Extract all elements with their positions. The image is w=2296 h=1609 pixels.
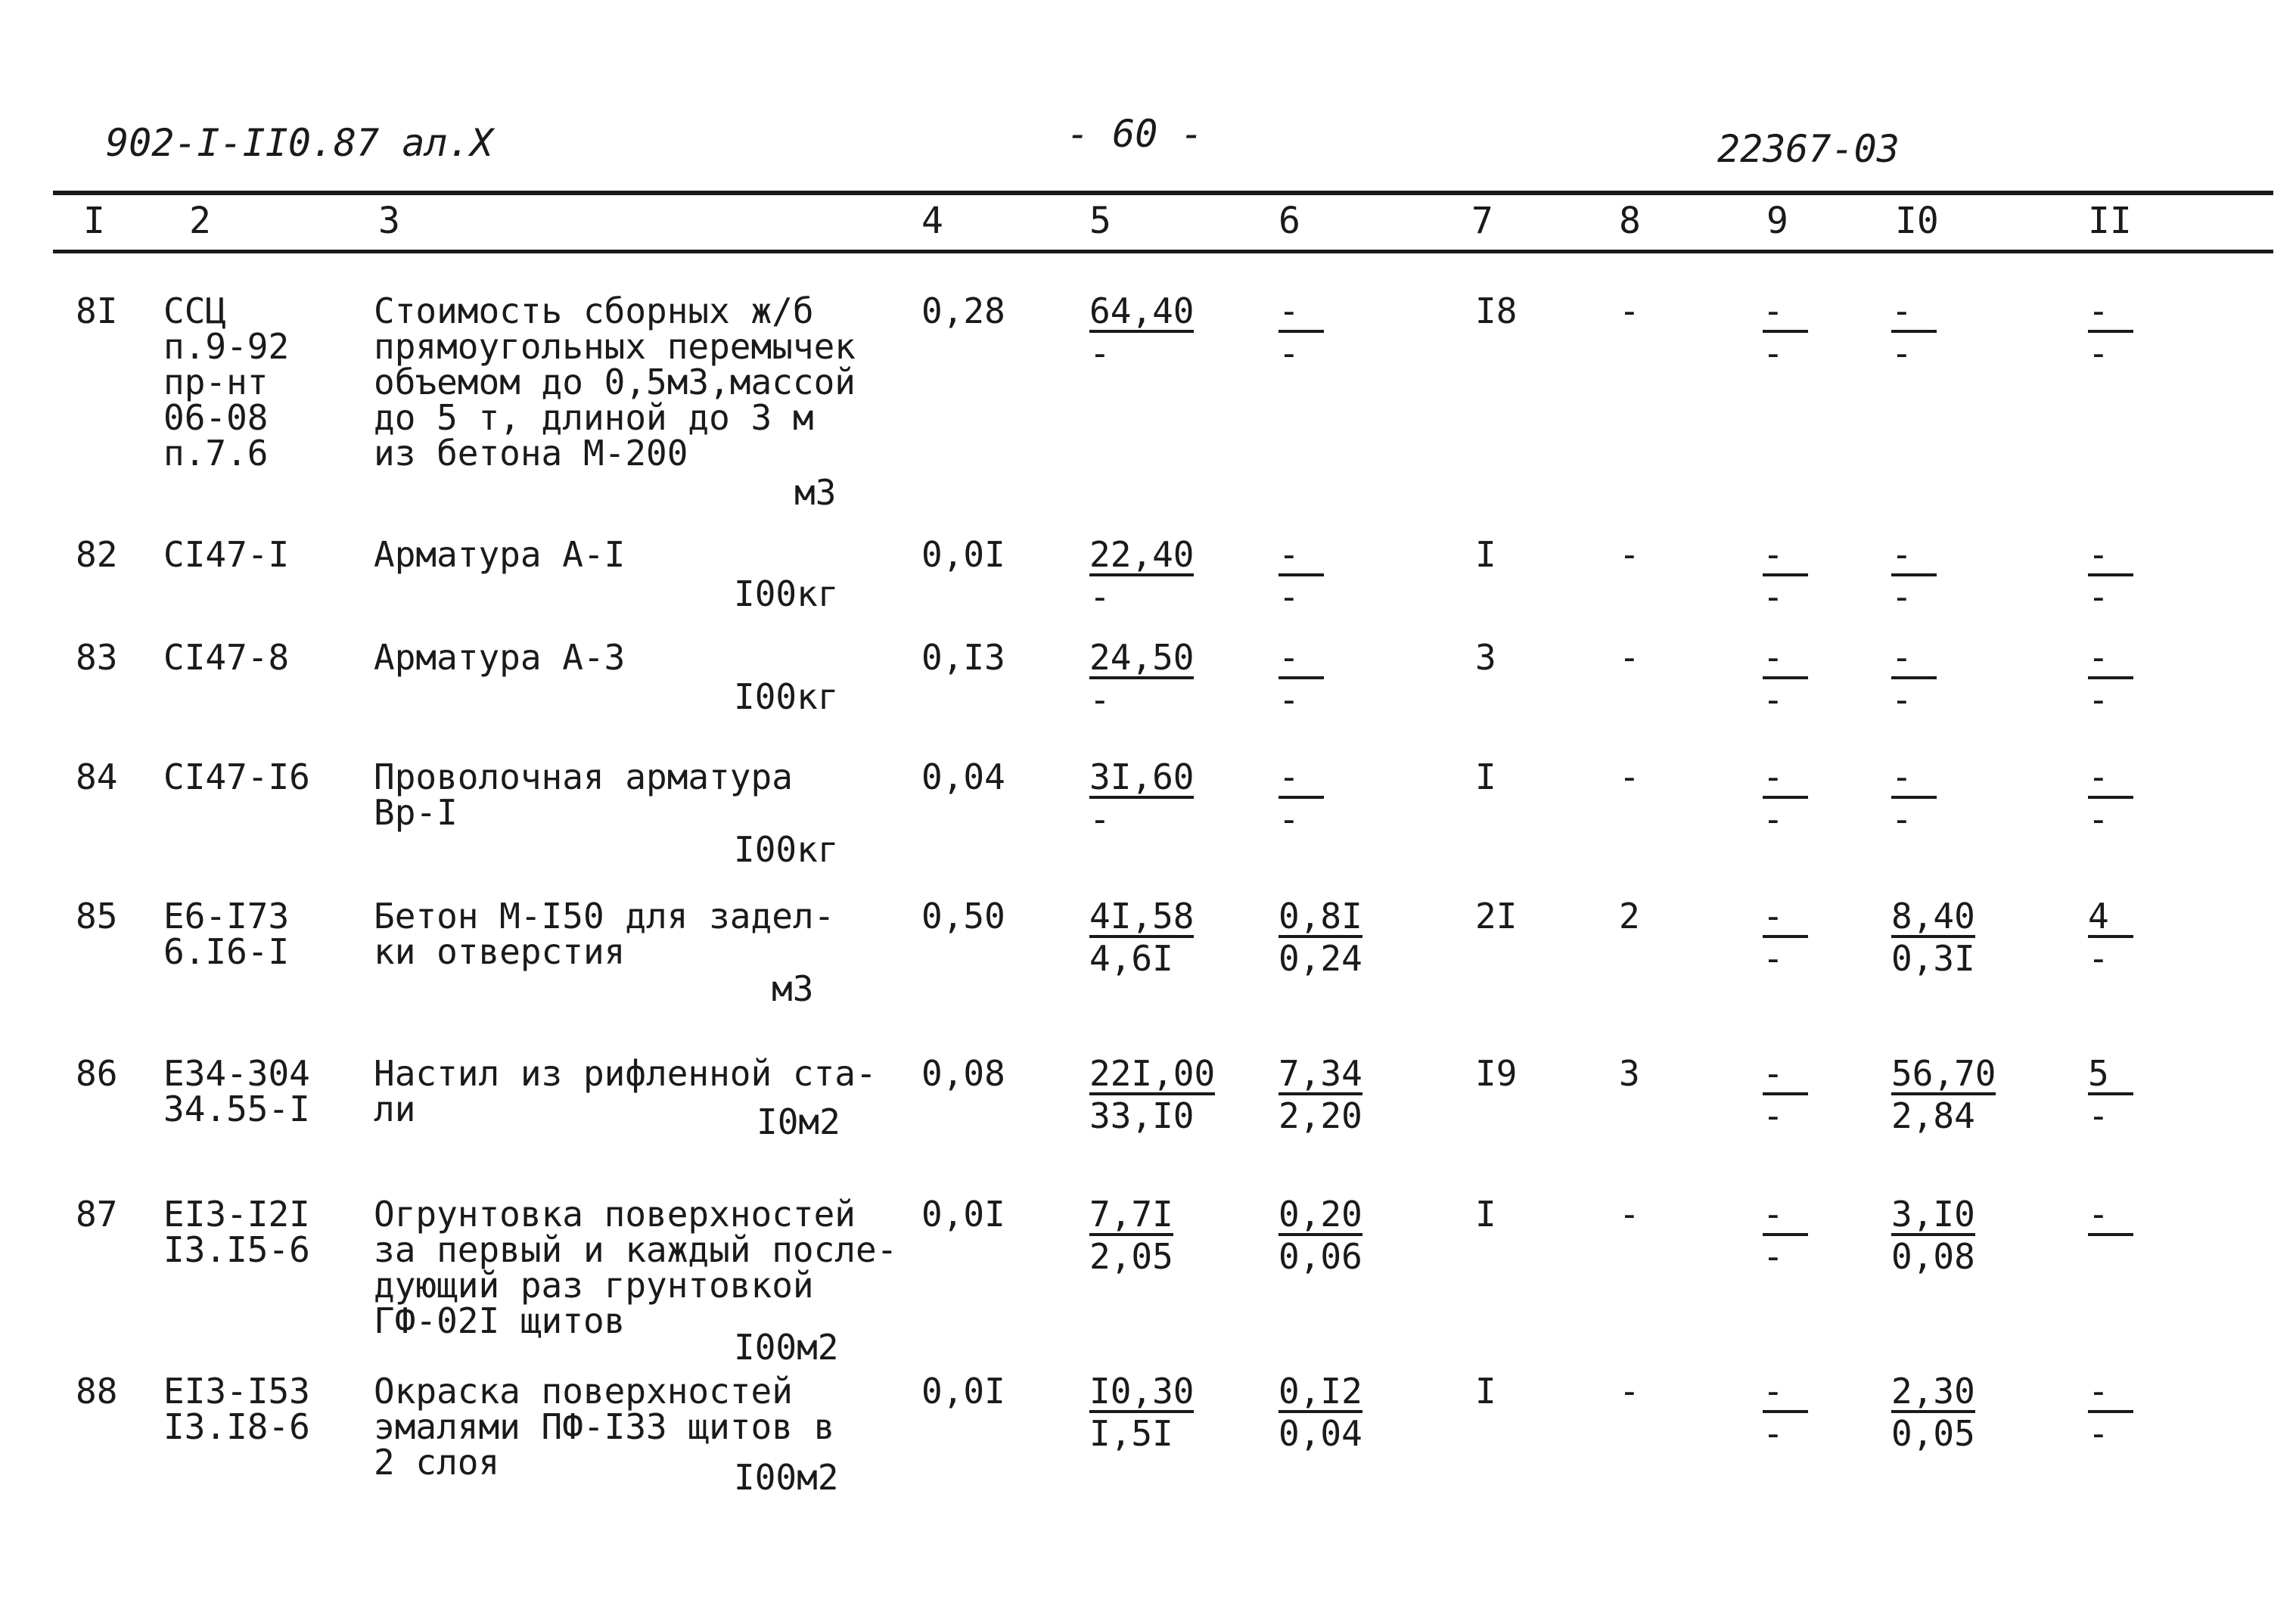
table-row bbox=[0, 1053, 2296, 1142]
row-number: 87 bbox=[76, 1194, 118, 1235]
value: I bbox=[1475, 756, 1496, 797]
price-code: CI47-I6 bbox=[163, 756, 310, 797]
cost-fraction: $\frac{0,8I}{0,24}$ bbox=[1278, 896, 1362, 979]
quantity: 0,50 bbox=[921, 896, 1005, 937]
cost-fraction: 5 - bbox=[2088, 1056, 2133, 1135]
value: - bbox=[1619, 1371, 1640, 1412]
row-number: 8I bbox=[76, 290, 118, 331]
table-row bbox=[0, 756, 2296, 870]
page-number: - 60 - bbox=[1067, 112, 1204, 156]
column-number: 3 bbox=[378, 200, 400, 242]
row-number: 83 bbox=[76, 637, 118, 678]
value: I8 bbox=[1475, 290, 1518, 331]
value: - bbox=[1619, 534, 1640, 575]
cost-fraction: - - bbox=[1278, 537, 1324, 616]
price-code: Е34-304 34.55-I bbox=[163, 1053, 310, 1129]
cost-fraction: - - bbox=[2088, 759, 2133, 838]
unit-of-measure: I00кг bbox=[734, 573, 839, 614]
column-number: 5 bbox=[1089, 200, 1111, 242]
table-row bbox=[0, 896, 2296, 1009]
price-code: CI47-I bbox=[163, 534, 290, 575]
quantity: 0,0I bbox=[921, 534, 1005, 575]
cost-fraction: - - bbox=[1891, 640, 1937, 719]
table-row bbox=[0, 290, 2296, 513]
column-number: I bbox=[83, 200, 105, 242]
cost-fraction: $\frac{7,34}{2,20}$ bbox=[1278, 1053, 1362, 1136]
quantity: 0,28 bbox=[921, 290, 1005, 331]
table-row bbox=[0, 1371, 2296, 1498]
cost-fraction: $\frac{0,20}{0,06}$ bbox=[1278, 1194, 1362, 1277]
cost-fraction: - - bbox=[1763, 1374, 1808, 1452]
cost-fraction: - - bbox=[2088, 294, 2133, 372]
cost-fraction: $\frac{7,7I}{2,05}$ bbox=[1089, 1194, 1173, 1277]
column-number: 4 bbox=[921, 200, 943, 242]
cost-fraction: - - bbox=[2088, 537, 2133, 616]
cost-fraction: - - bbox=[1278, 759, 1324, 838]
cost-fraction: - - bbox=[1763, 899, 1808, 977]
value: I bbox=[1475, 1371, 1496, 1412]
cost-fraction: 22,40 - bbox=[1089, 534, 1195, 617]
cost-fraction: $\frac{56,70}{2,84}$ bbox=[1891, 1053, 1996, 1136]
value: - bbox=[1619, 637, 1640, 678]
document-code: 902-I-II0.87 ал.X bbox=[106, 121, 493, 165]
cost-fraction: - - bbox=[1278, 294, 1324, 372]
quantity: 0,0I bbox=[921, 1371, 1005, 1412]
row-number: 85 bbox=[76, 896, 118, 937]
project-number: 22367-03 bbox=[1717, 127, 1900, 171]
cost-fraction: 64,40 - bbox=[1089, 290, 1195, 374]
unit-of-measure: м3 bbox=[772, 968, 814, 1009]
value: - bbox=[1619, 756, 1640, 797]
row-number: 86 bbox=[76, 1053, 118, 1094]
quantity: 0,I3 bbox=[921, 637, 1005, 678]
row-number: 82 bbox=[76, 534, 118, 575]
cost-fraction: $\frac{22I,00}{33,I0}$ bbox=[1089, 1053, 1216, 1136]
column-number: 9 bbox=[1766, 200, 1788, 242]
cost-fraction: $\frac{3,I0}{0,08}$ bbox=[1891, 1194, 1975, 1277]
cost-fraction: - - bbox=[1891, 294, 1937, 372]
price-code: CI47-8 bbox=[163, 637, 290, 678]
unit-of-measure: I00кг bbox=[734, 676, 839, 717]
work-description: Арматура А-I bbox=[374, 534, 626, 575]
work-description: Огрунтовка поверхностей за первый и каждый после- дующий раз грунтовкой ГФ-02I щитов bbox=[374, 1194, 898, 1341]
column-number: II bbox=[2088, 200, 2132, 242]
value: - bbox=[1619, 290, 1640, 331]
cost-fraction: 24,50 - bbox=[1089, 637, 1195, 720]
work-description: Арматура А-3 bbox=[374, 637, 626, 678]
unit-of-measure: м3 bbox=[794, 472, 837, 513]
cost-fraction: $\frac{4I,58}{4,6I}$ bbox=[1089, 896, 1195, 979]
price-code: ЕI3-I2I I3.I5-6 bbox=[163, 1194, 310, 1270]
cost-fraction: - - bbox=[1763, 294, 1808, 372]
value: - bbox=[1619, 1194, 1640, 1235]
work-description: Бетон М-I50 для задел- ки отверстия bbox=[374, 896, 835, 972]
cost-fraction: $\frac{0,I2}{0,04}$ bbox=[1278, 1371, 1362, 1454]
cost-fraction: - - bbox=[1891, 759, 1937, 838]
work-description: Окраска поверхностей эмалями ПФ-I33 щитов в 2 слоя bbox=[374, 1371, 835, 1483]
table-row bbox=[0, 637, 2296, 720]
unit-of-measure: I00м2 bbox=[734, 1457, 839, 1498]
value: I bbox=[1475, 534, 1496, 575]
column-number: 8 bbox=[1619, 200, 1641, 242]
column-number: I0 bbox=[1895, 200, 1939, 242]
cost-fraction: - bbox=[2088, 1197, 2133, 1238]
value: 2 bbox=[1619, 896, 1640, 937]
price-code: Е6-I73 6.I6-I bbox=[163, 896, 290, 972]
table-top-rule bbox=[53, 191, 2273, 195]
cost-fraction: - - bbox=[1763, 1056, 1808, 1135]
cost-fraction: - - bbox=[1763, 537, 1808, 616]
column-number: 7 bbox=[1471, 200, 1493, 242]
cost-fraction: $\frac{I0,30}{I,5I}$ bbox=[1089, 1371, 1195, 1454]
unit-of-measure: I00м2 bbox=[734, 1327, 839, 1368]
value: 2I bbox=[1475, 896, 1518, 937]
table-row bbox=[0, 534, 2296, 617]
value: 3 bbox=[1475, 637, 1496, 678]
cost-fraction: - - bbox=[2088, 1374, 2133, 1452]
column-header-rule bbox=[53, 250, 2273, 253]
work-description: Настил из рифленной ста- ли bbox=[374, 1053, 877, 1129]
work-description: Стоимость сборных ж/б прямоугольных перемычек объемом до 0,5м3,массой до 5 т, длиной до 3 м из бетона М-200 bbox=[374, 290, 856, 474]
cost-fraction: 3I,60 - bbox=[1089, 756, 1195, 840]
cost-fraction: - - bbox=[1278, 640, 1324, 719]
column-number: 6 bbox=[1278, 200, 1300, 242]
cost-fraction: - - bbox=[1763, 640, 1808, 719]
cost-fraction: $\frac{2,30}{0,05}$ bbox=[1891, 1371, 1975, 1454]
cost-fraction: $\frac{8,40}{0,3I}$ bbox=[1891, 896, 1975, 979]
table-row bbox=[0, 1194, 2296, 1368]
price-code: ЕI3-I53 I3.I8-6 bbox=[163, 1371, 310, 1447]
value: 3 bbox=[1619, 1053, 1640, 1094]
value: I9 bbox=[1475, 1053, 1518, 1094]
row-number: 88 bbox=[76, 1371, 118, 1412]
quantity: 0,08 bbox=[921, 1053, 1005, 1094]
quantity: 0,04 bbox=[921, 756, 1005, 797]
unit-of-measure: I0м2 bbox=[757, 1101, 840, 1142]
cost-fraction: - - bbox=[1763, 759, 1808, 838]
value: I bbox=[1475, 1194, 1496, 1235]
cost-fraction: - - bbox=[2088, 640, 2133, 719]
column-number: 2 bbox=[189, 200, 211, 242]
work-description: Проволочная арматура Вр-I bbox=[374, 756, 793, 833]
price-code: ССЦ п.9-92 пр-нт 06-08 п.7.6 bbox=[163, 290, 290, 474]
row-number: 84 bbox=[76, 756, 118, 797]
unit-of-measure: I00кг bbox=[734, 829, 839, 870]
quantity: 0,0I bbox=[921, 1194, 1005, 1235]
cost-fraction: - - bbox=[1891, 537, 1937, 616]
cost-fraction: 4 - bbox=[2088, 899, 2133, 977]
cost-fraction: - - bbox=[1763, 1197, 1808, 1275]
